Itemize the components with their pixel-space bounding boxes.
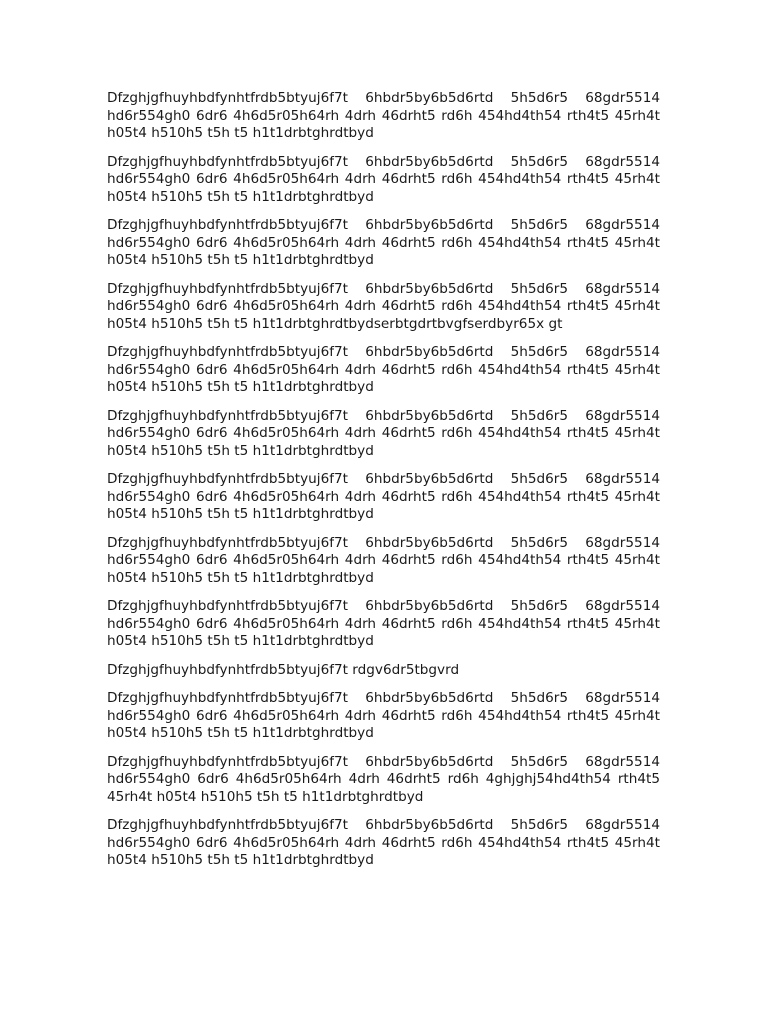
- paragraph-1: Dfzghjgfhuyhbdfynhtfrdb5btyuj6f7t 6hbdr5by6b5d6rtd 5h5d6r5 68gdr5514 hd6r554gh0 6dr6 4h6d5r05h64rh 4drh 46drht5 rd6h 454hd4th54 rth4t5 45rh4t h05t4 h510h5 t5h t5 h1t1drbtghrdtbyd: [107, 90, 660, 141]
- paragraph-9: Dfzghjgfhuyhbdfynhtfrdb5btyuj6f7t 6hbdr5by6b5d6rtd 5h5d6r5 68gdr5514 hd6r554gh0 6dr6 4h6d5r05h64rh 4drh 46drht5 rd6h 454hd4th54 rth4t5 45rh4t h05t4 h510h5 t5h t5 h1t1drbtghrdtbyd: [107, 598, 660, 649]
- paragraph-12: Dfzghjgfhuyhbdfynhtfrdb5btyuj6f7t 6hbdr5by6b5d6rtd 5h5d6r5 68gdr5514 hd6r554gh0 6dr6 4h6d5r05h64rh 4drh 46drht5 rd6h 4ghjghj54hd4th54 rth4t5 45rh4t h05t4 h510h5 t5h t5 h1t1drbtghrdtbyd: [107, 753, 660, 805]
- paragraph-11: Dfzghjgfhuyhbdfynhtfrdb5btyuj6f7t 6hbdr5by6b5d6rtd 5h5d6r5 68gdr5514 hd6r554gh0 6dr6 4h6d5r05h64rh 4drh 46drht5 rd6h 454hd4th54 rth4t5 45rh4t h05t4 h510h5 t5h t5 h1t1drbtghrdtbyd: [107, 690, 660, 741]
- paragraph-2: Dfzghjgfhuyhbdfynhtfrdb5btyuj6f7t 6hbdr5by6b5d6rtd 5h5d6r5 68gdr5514 hd6r554gh0 6dr6 4h6d5r05h64rh 4drh 46drht5 rd6h 454hd4th54 rth4t5 45rh4t h05t4 h510h5 t5h t5 h1t1drbtghrdtbyd: [107, 153, 660, 205]
- paragraph-10: Dfzghjgfhuyhbdfynhtfrdb5btyuj6f7t rdgv6dr5tbgvrd: [107, 661, 460, 678]
- paragraph-3: Dfzghjgfhuyhbdfynhtfrdb5btyuj6f7t 6hbdr5by6b5d6rtd 5h5d6r5 68gdr5514 hd6r554gh0 6dr6 4h6d5r05h64rh 4drh 46drht5 rd6h 454hd4th54 rth4t5 45rh4t h05t4 h510h5 t5h t5 h1t1drbtghrdtbyd: [107, 217, 660, 268]
- paragraph-5: Dfzghjgfhuyhbdfynhtfrdb5btyuj6f7t 6hbdr5by6b5d6rtd 5h5d6r5 68gdr5514 hd6r554gh0 6dr6 4h6d5r05h64rh 4drh 46drht5 rd6h 454hd4th54 rth4t5 45rh4t h05t4 h510h5 t5h t5 h1t1drbtghrdtbyd: [107, 344, 660, 395]
- paragraph-7: Dfzghjgfhuyhbdfynhtfrdb5btyuj6f7t 6hbdr5by6b5d6rtd 5h5d6r5 68gdr5514 hd6r554gh0 6dr6 4h6d5r05h64rh 4drh 46drht5 rd6h 454hd4th54 rth4t5 45rh4t h05t4 h510h5 t5h t5 h1t1drbtghrdtbyd: [107, 471, 660, 522]
- document-body: [107, 90, 660, 881]
- paragraph-4: Dfzghjgfhuyhbdfynhtfrdb5btyuj6f7t 6hbdr5by6b5d6rtd 5h5d6r5 68gdr5514 hd6r554gh0 6dr6 4h6d5r05h64rh 4drh 46drht5 rd6h 454hd4th54 rth4t5 45rh4t h05t4 h510h5 t5h t5 h1t1drbtghrdtbydserbtgdrtbvgfserdbyr65x gt: [107, 280, 660, 332]
- paragraph-6: Dfzghjgfhuyhbdfynhtfrdb5btyuj6f7t 6hbdr5by6b5d6rtd 5h5d6r5 68gdr5514 hd6r554gh0 6dr6 4h6d5r05h64rh 4drh 46drht5 rd6h 454hd4th54 rth4t5 45rh4t h05t4 h510h5 t5h t5 h1t1drbtghrdtbyd: [107, 407, 660, 459]
- paragraph-8: Dfzghjgfhuyhbdfynhtfrdb5btyuj6f7t 6hbdr5by6b5d6rtd 5h5d6r5 68gdr5514 hd6r554gh0 6dr6 4h6d5r05h64rh 4drh 46drht5 rd6h 454hd4th54 rth4t5 45rh4t h05t4 h510h5 t5h t5 h1t1drbtghrdtbyd: [107, 534, 660, 586]
- paragraph-13: Dfzghjgfhuyhbdfynhtfrdb5btyuj6f7t 6hbdr5by6b5d6rtd 5h5d6r5 68gdr5514 hd6r554gh0 6dr6 4h6d5r05h64rh 4drh 46drht5 rd6h 454hd4th54 rth4t5 45rh4t h05t4 h510h5 t5h t5 h1t1drbtghrdtbyd: [107, 817, 660, 868]
